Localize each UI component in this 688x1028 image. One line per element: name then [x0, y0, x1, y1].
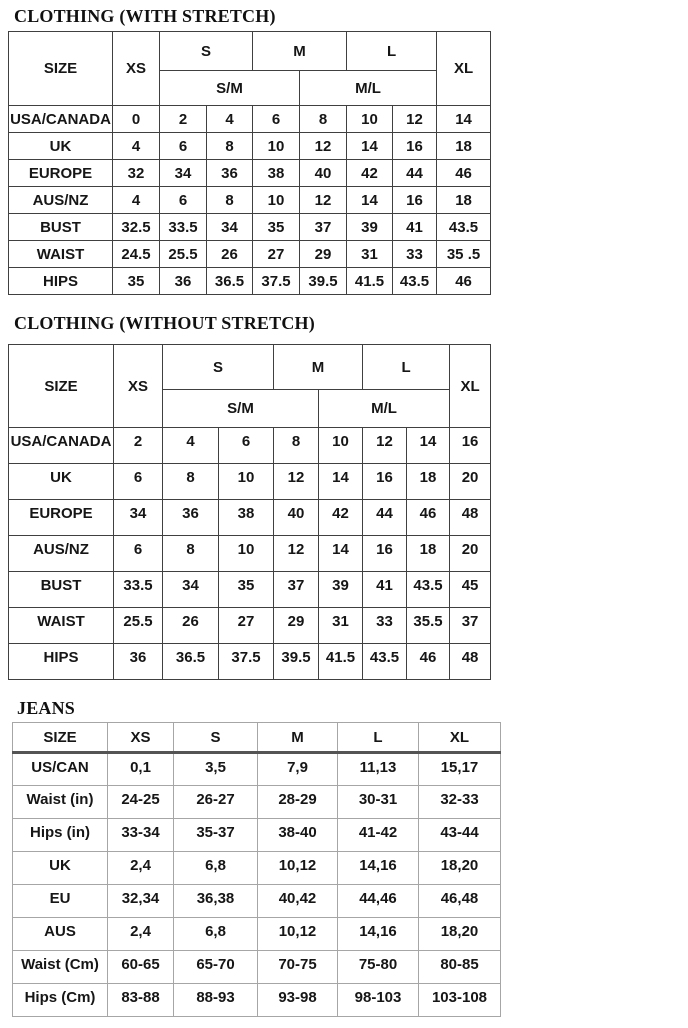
size-value-cell: 32,34	[108, 885, 174, 918]
row-label: USA/CANADA	[9, 106, 113, 133]
table-row	[13, 951, 501, 984]
size-value-cell: 18	[407, 464, 450, 500]
size-value-cell: 8	[274, 428, 319, 464]
size-value-cell: 26	[163, 608, 219, 644]
size-value-cell: 18,20	[419, 918, 501, 951]
table-row	[9, 187, 491, 214]
row-label: US/CAN	[13, 753, 108, 786]
size-value-cell: 10	[319, 428, 363, 464]
size-value-cell: 8	[163, 464, 219, 500]
size-value-cell: 8	[300, 106, 347, 133]
row-label: UK	[9, 464, 114, 500]
table-row	[9, 428, 491, 464]
size-value-cell: 34	[160, 160, 207, 187]
size-value-cell: 12	[393, 106, 437, 133]
header-row-sizes	[9, 345, 491, 390]
size-value-cell: 36.5	[163, 644, 219, 680]
size-value-cell: 7,9	[258, 753, 338, 786]
row-label: Waist (Cm)	[13, 951, 108, 984]
size-value-cell: 31	[347, 241, 393, 268]
size-value-cell: 6	[114, 536, 163, 572]
size-value-cell: 4	[113, 187, 160, 214]
size-value-cell: 0,1	[108, 753, 174, 786]
size-value-cell: 2	[114, 428, 163, 464]
size-value-cell: 39	[347, 214, 393, 241]
size-value-cell: 43.5	[437, 214, 491, 241]
header-l: L	[338, 723, 419, 753]
size-value-cell: 42	[347, 160, 393, 187]
table-row	[9, 572, 491, 608]
row-label: WAIST	[9, 241, 113, 268]
size-value-cell: 6	[160, 187, 207, 214]
size-value-cell: 29	[300, 241, 347, 268]
size-value-cell: 24-25	[108, 786, 174, 819]
size-chart-page	[0, 4, 688, 1017]
size-value-cell: 14	[407, 428, 450, 464]
table-row	[9, 268, 491, 295]
size-value-cell: 60-65	[108, 951, 174, 984]
size-value-cell: 36	[163, 500, 219, 536]
size-value-cell: 10,12	[258, 918, 338, 951]
size-value-cell: 18	[407, 536, 450, 572]
table-row	[9, 241, 491, 268]
size-value-cell: 2	[160, 106, 207, 133]
size-value-cell: 12	[274, 536, 319, 572]
size-value-cell: 40,42	[258, 885, 338, 918]
size-value-cell: 46,48	[419, 885, 501, 918]
size-value-cell: 46	[407, 644, 450, 680]
header-size: SIZE	[9, 345, 114, 428]
header-l: L	[347, 32, 437, 71]
row-label: Hips (Cm)	[13, 984, 108, 1017]
size-value-cell: 36	[207, 160, 253, 187]
header-size: SIZE	[9, 32, 113, 106]
table-row	[9, 536, 491, 572]
row-label: WAIST	[9, 608, 114, 644]
size-value-cell: 12	[363, 428, 407, 464]
size-value-cell: 37	[274, 572, 319, 608]
size-value-cell: 2,4	[108, 852, 174, 885]
size-value-cell: 0	[113, 106, 160, 133]
table-row	[13, 786, 501, 819]
size-value-cell: 83-88	[108, 984, 174, 1017]
size-value-cell: 88-93	[174, 984, 258, 1017]
size-value-cell: 44	[393, 160, 437, 187]
table-row	[9, 133, 491, 160]
size-value-cell: 65-70	[174, 951, 258, 984]
size-value-cell: 24.5	[113, 241, 160, 268]
size-value-cell: 37.5	[219, 644, 274, 680]
size-value-cell: 43-44	[419, 819, 501, 852]
size-value-cell: 35	[113, 268, 160, 295]
size-value-cell: 98-103	[338, 984, 419, 1017]
size-value-cell: 42	[319, 500, 363, 536]
size-value-cell: 10,12	[258, 852, 338, 885]
size-value-cell: 46	[437, 268, 491, 295]
size-value-cell: 70-75	[258, 951, 338, 984]
header-s: S	[163, 345, 274, 390]
size-value-cell: 34	[163, 572, 219, 608]
size-value-cell: 33	[393, 241, 437, 268]
table-row	[9, 608, 491, 644]
clothing-without-stretch-title: CLOTHING (WITHOUT STRETCH)	[14, 313, 315, 333]
table-row	[9, 500, 491, 536]
size-value-cell: 6	[160, 133, 207, 160]
row-label: AUS/NZ	[9, 536, 114, 572]
header-ml: M/L	[319, 390, 450, 428]
size-value-cell: 15,17	[419, 753, 501, 786]
row-label: Waist (in)	[13, 786, 108, 819]
jeans-table	[12, 722, 501, 1017]
size-value-cell: 33.5	[160, 214, 207, 241]
size-value-cell: 39	[319, 572, 363, 608]
size-value-cell: 12	[274, 464, 319, 500]
row-label: HIPS	[9, 268, 113, 295]
size-value-cell: 27	[253, 241, 300, 268]
size-value-cell: 34	[114, 500, 163, 536]
row-label: UK	[9, 133, 113, 160]
table-row	[13, 819, 501, 852]
size-value-cell: 41.5	[319, 644, 363, 680]
header-m: M	[258, 723, 338, 753]
size-value-cell: 3,5	[174, 753, 258, 786]
table-row	[13, 984, 501, 1017]
size-value-cell: 43.5	[407, 572, 450, 608]
size-value-cell: 32	[113, 160, 160, 187]
size-value-cell: 20	[450, 464, 491, 500]
header-m: M	[253, 32, 347, 71]
clothing-with-stretch-table	[8, 31, 491, 295]
size-value-cell: 41	[363, 572, 407, 608]
size-value-cell: 29	[274, 608, 319, 644]
size-value-cell: 10	[253, 187, 300, 214]
row-label: USA/CANADA	[9, 428, 114, 464]
size-value-cell: 16	[450, 428, 491, 464]
size-value-cell: 26-27	[174, 786, 258, 819]
size-value-cell: 14	[347, 133, 393, 160]
header-s: S	[160, 32, 253, 71]
size-value-cell: 103-108	[419, 984, 501, 1017]
size-value-cell: 37	[450, 608, 491, 644]
row-label: EUROPE	[9, 160, 113, 187]
header-row-sizes	[9, 32, 491, 71]
size-value-cell: 37	[300, 214, 347, 241]
size-value-cell: 14	[437, 106, 491, 133]
size-value-cell: 14,16	[338, 852, 419, 885]
table-row	[9, 644, 491, 680]
table-row	[13, 852, 501, 885]
size-value-cell: 34	[207, 214, 253, 241]
size-value-cell: 35	[219, 572, 274, 608]
size-value-cell: 48	[450, 500, 491, 536]
size-value-cell: 18,20	[419, 852, 501, 885]
table-row	[13, 918, 501, 951]
size-value-cell: 10	[347, 106, 393, 133]
size-value-cell: 32.5	[113, 214, 160, 241]
row-label: BUST	[9, 572, 114, 608]
size-value-cell: 36.5	[207, 268, 253, 295]
jeans-title: JEANS	[17, 698, 76, 718]
header-xs: XS	[114, 345, 163, 428]
size-value-cell: 6	[219, 428, 274, 464]
size-value-cell: 36	[160, 268, 207, 295]
size-value-cell: 16	[393, 133, 437, 160]
row-label: AUS/NZ	[9, 187, 113, 214]
size-value-cell: 35-37	[174, 819, 258, 852]
size-value-cell: 18	[437, 187, 491, 214]
size-value-cell: 45	[450, 572, 491, 608]
row-label: EUROPE	[9, 500, 114, 536]
size-value-cell: 4	[163, 428, 219, 464]
size-value-cell: 40	[274, 500, 319, 536]
table-row	[9, 106, 491, 133]
header-xl: XL	[437, 32, 491, 106]
size-value-cell: 18	[437, 133, 491, 160]
size-value-cell: 27	[219, 608, 274, 644]
header-row-sizes	[13, 723, 501, 753]
header-xs: XS	[108, 723, 174, 753]
table-row	[9, 464, 491, 500]
size-value-cell: 44,46	[338, 885, 419, 918]
size-value-cell: 26	[207, 241, 253, 268]
table-row	[9, 160, 491, 187]
size-value-cell: 12	[300, 187, 347, 214]
clothing-with-stretch-title: CLOTHING (WITH STRETCH)	[14, 6, 276, 26]
size-value-cell: 41-42	[338, 819, 419, 852]
size-value-cell: 31	[319, 608, 363, 644]
size-value-cell: 36,38	[174, 885, 258, 918]
table-row	[13, 753, 501, 786]
size-value-cell: 46	[407, 500, 450, 536]
row-label: AUS	[13, 918, 108, 951]
size-value-cell: 16	[363, 464, 407, 500]
header-sm: S/M	[160, 71, 300, 106]
size-value-cell: 4	[207, 106, 253, 133]
size-value-cell: 43.5	[393, 268, 437, 295]
row-label: Hips (in)	[13, 819, 108, 852]
size-value-cell: 44	[363, 500, 407, 536]
size-value-cell: 28-29	[258, 786, 338, 819]
header-s: S	[174, 723, 258, 753]
size-value-cell: 80-85	[419, 951, 501, 984]
header-xl: XL	[450, 345, 491, 428]
size-value-cell: 11,13	[338, 753, 419, 786]
size-value-cell: 6,8	[174, 852, 258, 885]
size-value-cell: 33.5	[114, 572, 163, 608]
size-value-cell: 25.5	[114, 608, 163, 644]
header-ml: M/L	[300, 71, 437, 106]
size-value-cell: 35 .5	[437, 241, 491, 268]
header-xl: XL	[419, 723, 501, 753]
size-value-cell: 8	[207, 187, 253, 214]
size-value-cell: 39.5	[300, 268, 347, 295]
table-row	[9, 214, 491, 241]
size-value-cell: 41	[393, 214, 437, 241]
header-l: L	[363, 345, 450, 390]
size-value-cell: 36	[114, 644, 163, 680]
size-value-cell: 75-80	[338, 951, 419, 984]
size-value-cell: 35	[253, 214, 300, 241]
size-value-cell: 4	[113, 133, 160, 160]
size-value-cell: 6	[114, 464, 163, 500]
size-value-cell: 10	[219, 536, 274, 572]
size-value-cell: 8	[163, 536, 219, 572]
size-value-cell: 37.5	[253, 268, 300, 295]
size-value-cell: 25.5	[160, 241, 207, 268]
clothing-without-stretch-table	[8, 344, 491, 680]
size-value-cell: 10	[253, 133, 300, 160]
header-m: M	[274, 345, 363, 390]
size-value-cell: 39.5	[274, 644, 319, 680]
size-value-cell: 6,8	[174, 918, 258, 951]
size-value-cell: 33	[363, 608, 407, 644]
size-value-cell: 38	[253, 160, 300, 187]
size-value-cell: 14	[319, 536, 363, 572]
size-value-cell: 38	[219, 500, 274, 536]
header-sm: S/M	[163, 390, 319, 428]
size-value-cell: 10	[219, 464, 274, 500]
size-value-cell: 14,16	[338, 918, 419, 951]
size-value-cell: 8	[207, 133, 253, 160]
size-value-cell: 16	[363, 536, 407, 572]
row-label: EU	[13, 885, 108, 918]
row-label: UK	[13, 852, 108, 885]
size-value-cell: 46	[437, 160, 491, 187]
size-value-cell: 48	[450, 644, 491, 680]
size-value-cell: 38-40	[258, 819, 338, 852]
size-value-cell: 33-34	[108, 819, 174, 852]
size-value-cell: 6	[253, 106, 300, 133]
size-value-cell: 43.5	[363, 644, 407, 680]
size-value-cell: 93-98	[258, 984, 338, 1017]
size-value-cell: 30-31	[338, 786, 419, 819]
header-size: SIZE	[13, 723, 108, 753]
row-label: HIPS	[9, 644, 114, 680]
header-xs: XS	[113, 32, 160, 106]
size-value-cell: 35.5	[407, 608, 450, 644]
size-value-cell: 12	[300, 133, 347, 160]
size-value-cell: 14	[319, 464, 363, 500]
row-label: BUST	[9, 214, 113, 241]
size-value-cell: 2,4	[108, 918, 174, 951]
size-value-cell: 32-33	[419, 786, 501, 819]
size-value-cell: 20	[450, 536, 491, 572]
size-value-cell: 14	[347, 187, 393, 214]
size-value-cell: 41.5	[347, 268, 393, 295]
size-value-cell: 16	[393, 187, 437, 214]
table-row	[13, 885, 501, 918]
size-value-cell: 40	[300, 160, 347, 187]
